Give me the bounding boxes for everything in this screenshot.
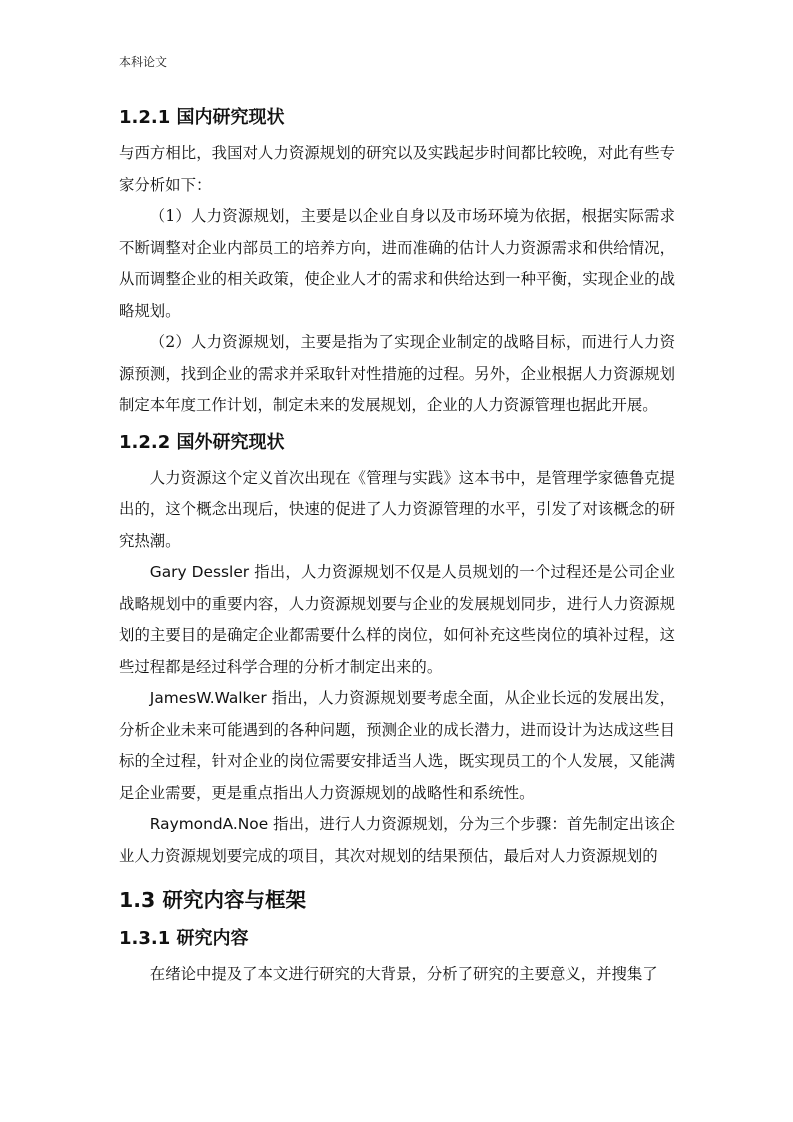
- paragraph-domestic-point-1: （1）人力资源规划，主要是以企业自身以及市场环境为依据，根据实际需求不断调整对企业内部员工的培养方向，进而准确的估计人力资源需求和供给情况，从而调整企业的相关政策，使企业人才的需求和供给达到一种平衡，实现企业的战略规划。: [119, 207, 675, 320]
- paragraph-foreign-walker: [119, 683, 675, 809]
- paragraph-foreign-dessler: [119, 557, 675, 683]
- paragraph-text-walker: 指出，人力资源规划要考虑全面，从企业长远的发展出发，分析企业未来可能遇到的各种问题，预测企业的成长潜力，进而设计为达成这些目标的全过程，针对企业的岗位需要安排适当人选，既实现员工的个人发展，又能满足企业需要，更是重点指出人力资源规划的战略性和系统性。: [119, 689, 675, 802]
- page-content: [119, 101, 675, 991]
- heading-1-2-1: 1.2.1 国内研究现状: [119, 107, 285, 128]
- heading-1-3-1: 1.3.1 研究内容: [119, 928, 249, 949]
- author-name-walker: JamesW.Walker: [149, 689, 267, 707]
- author-name-noe: RaymondA.Noe: [149, 815, 269, 833]
- author-name-dessler: Gary Dessler: [149, 563, 250, 581]
- paragraph-domestic-point-2: （2）人力资源规划，主要是指为了实现企业制定的战略目标，而进行人力资源预测，找到企业的需求并采取针对性措施的过程。另外，企业根据人力资源规划制定本年度工作计划，制定未来的发展规划，企业的人力资源管理也据此开展。: [119, 333, 675, 414]
- paragraph-content-intro: 在绪论中提及了本文进行研究的大背景，分析了研究的主要意义，并搜集了: [149, 965, 658, 983]
- paragraph-text-dessler: 指出，人力资源规划不仅是人员规划的一个过程还是公司企业战略规划中的重要内容，人力资源规划要与企业的发展规划同步，进行人力资源规划的主要目的是确定企业都需要什么样的岗位，如何补充这些岗位的填补过程，这些过程都是经过科学合理的分析才制定出来的。: [119, 563, 675, 676]
- paragraph-foreign-drucker: 人力资源这个定义首次出现在《管理与实践》这本书中，是管理学家德鲁克提出的，这个概念出现后，快速的促进了人力资源管理的水平，引发了对该概念的研究热潮。: [119, 468, 675, 550]
- running-header: 本科论文: [119, 55, 168, 69]
- paragraph-text-noe: 指出，进行人力资源规划，分为三个步骤：首先制定出该企业人力资源规划要完成的项目，其次对规划的结果预估，最后对人力资源规划的: [119, 815, 675, 865]
- header-rule: [119, 76, 675, 77]
- heading-1-3: 1.3 研究内容与框架: [119, 888, 306, 912]
- paragraph-domestic-intro: 与西方相比，我国对人力资源规划的研究以及实践起步时间都比较晚，对此有些专家分析如下：: [119, 144, 675, 194]
- paragraph-foreign-noe: [119, 809, 675, 872]
- heading-1-2-2: 1.2.2 国外研究现状: [119, 431, 285, 453]
